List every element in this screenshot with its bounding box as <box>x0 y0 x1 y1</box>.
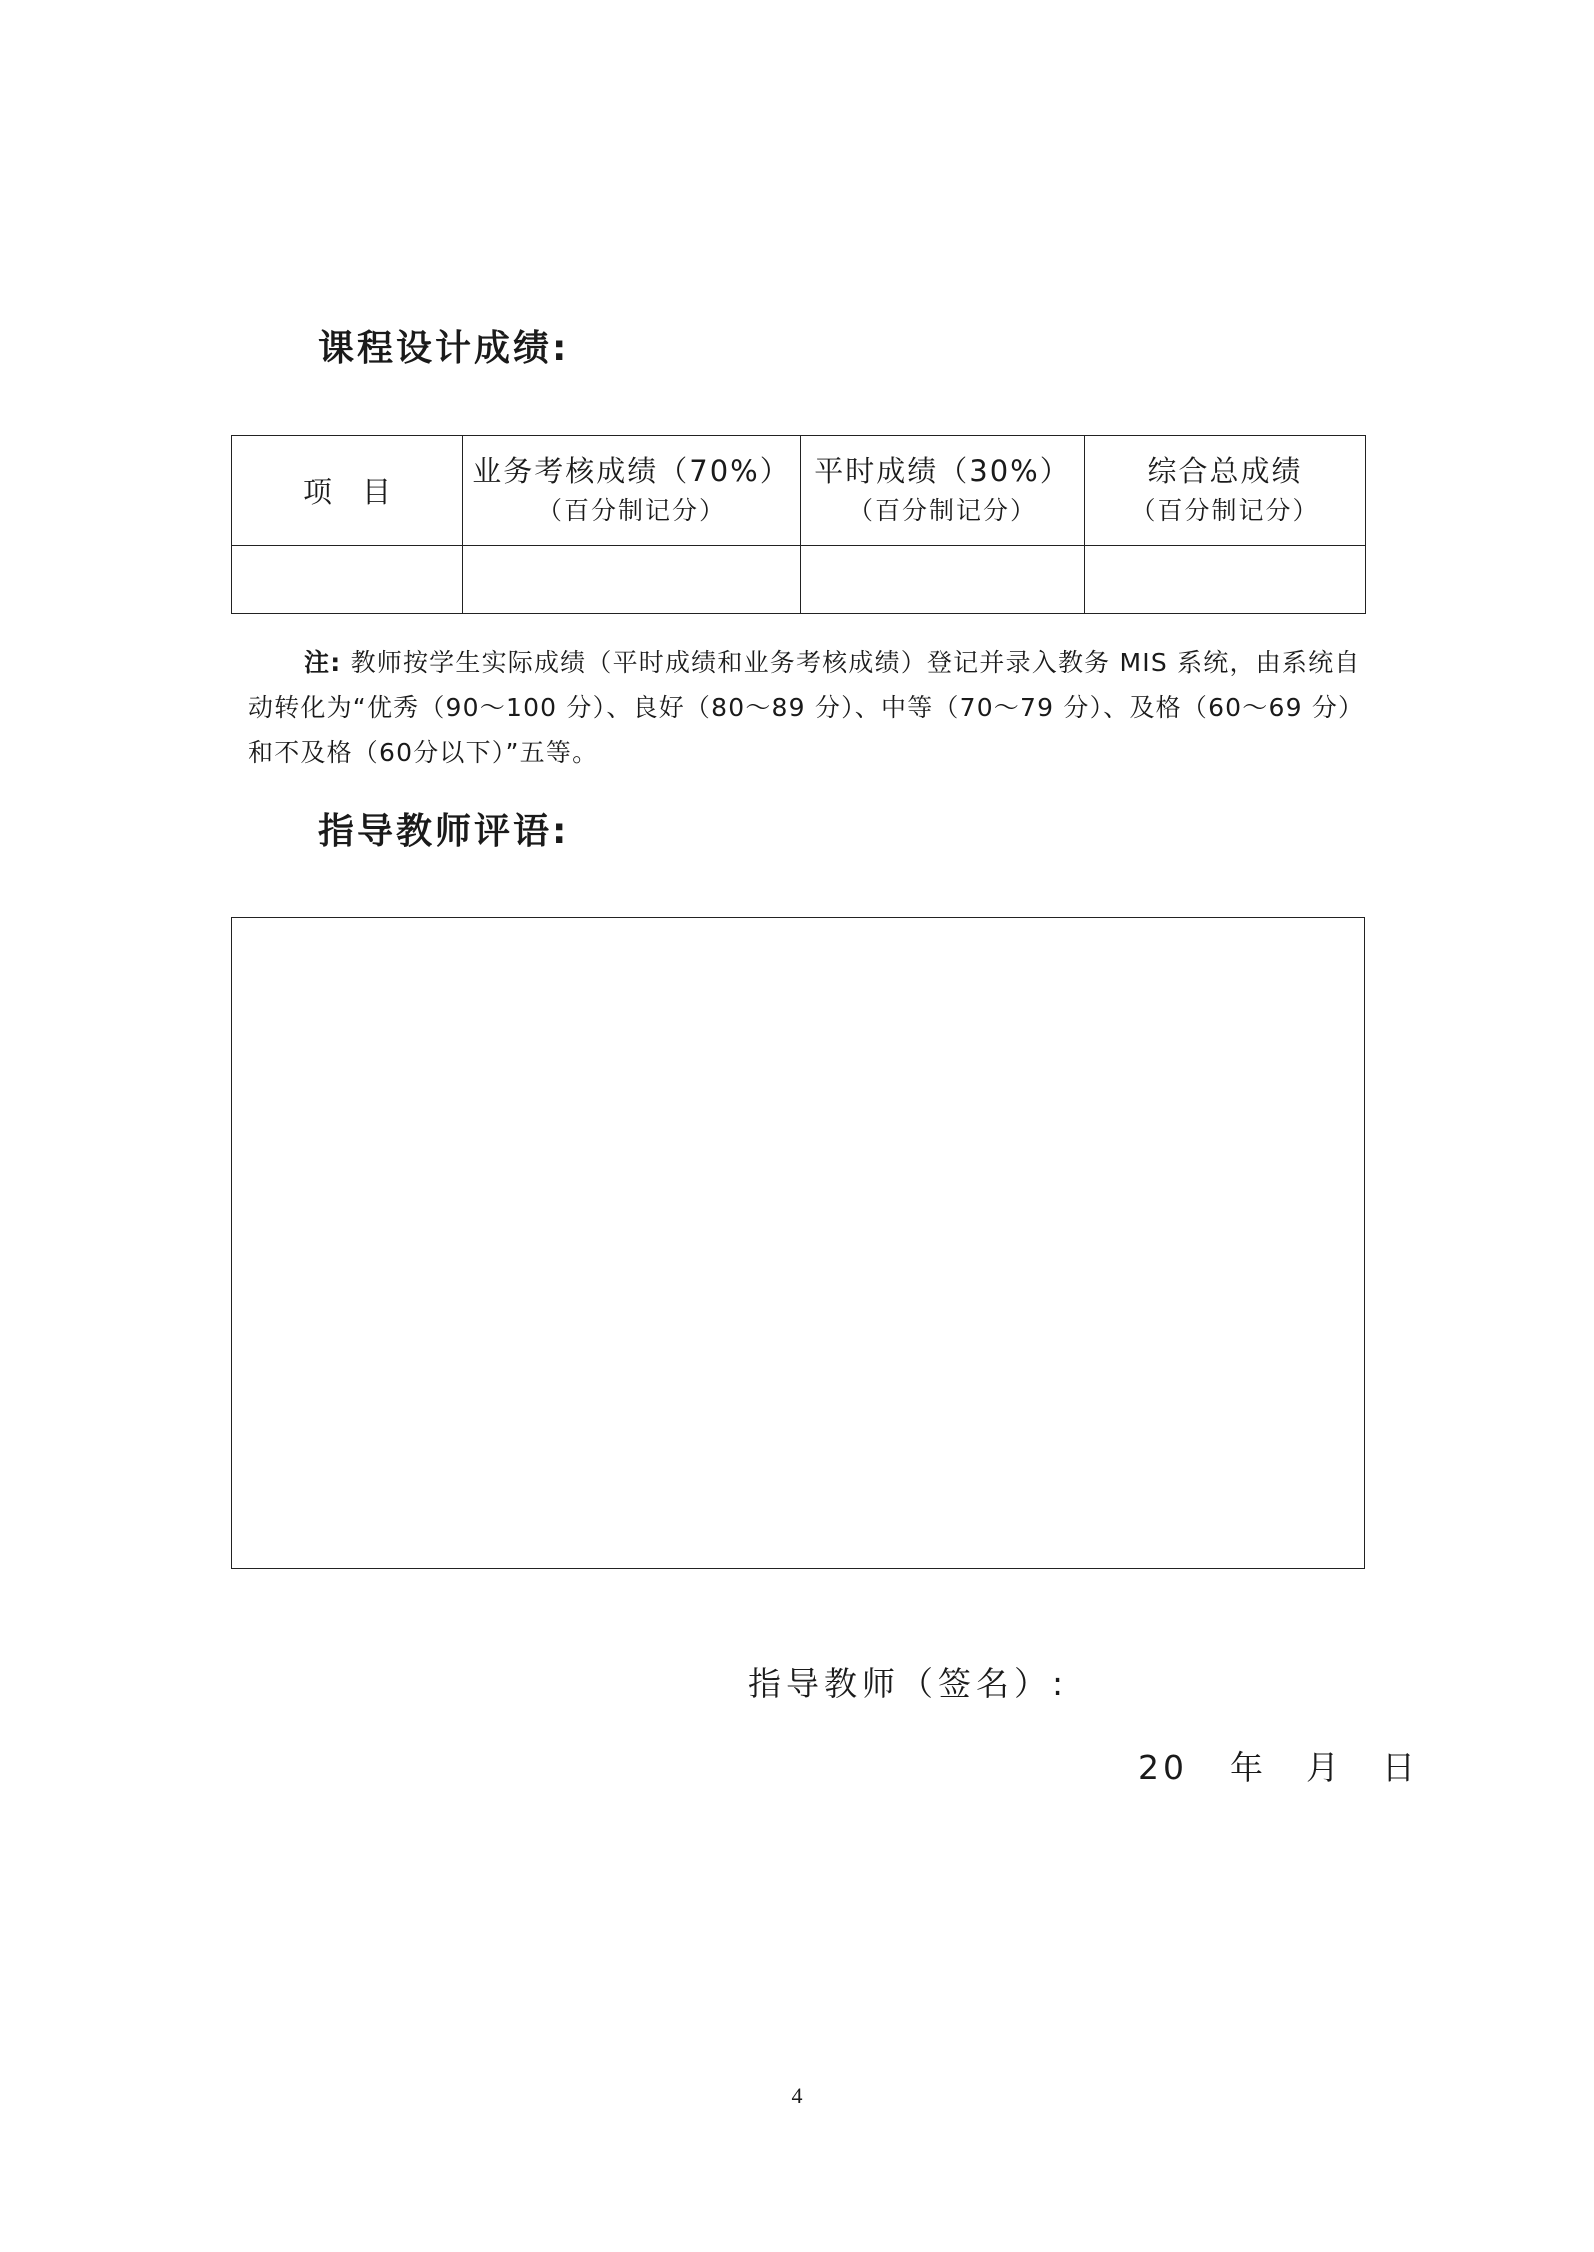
grade-table-label-header <box>232 436 463 546</box>
business-score-header: 业务考核成绩（70%） <box>472 453 791 488</box>
total-score-subheader: （百分制记分） <box>1130 495 1320 525</box>
note-line-2: 动转化为“优秀（90～100 分）、良好（80～89 分）、中等（70～79 分）、及格（60～69 分） <box>248 693 1365 722</box>
grade-table-data-row <box>232 546 1366 614</box>
total-score-cell[interactable] <box>1085 546 1366 614</box>
date-year-label: 年 <box>1230 1748 1263 1787</box>
total-score-header: 综合总成绩 <box>1147 453 1303 488</box>
grade-table <box>231 435 1366 614</box>
grade-table-header-total <box>1085 436 1366 546</box>
grade-table-header-row <box>232 436 1366 546</box>
note-label: 注: <box>304 648 342 677</box>
grade-table-header-business <box>463 436 801 546</box>
teacher-signature-label: 指导教师（签名）: <box>748 1664 1069 1703</box>
date-year-prefix: 20 <box>1138 1748 1188 1787</box>
business-score-subheader: （百分制记分） <box>536 495 726 525</box>
date-month-label: 月 <box>1306 1748 1339 1787</box>
note-line-1 <box>248 640 1423 685</box>
label-column-header: 项目 <box>302 475 421 509</box>
regular-score-header: 平时成绩（30%） <box>814 453 1071 488</box>
note-text-1: 教师按学生实际成绩（平时成绩和业务考核成绩）登记并录入教务 MIS 系统，由系统自 <box>350 648 1361 677</box>
regular-score-subheader: （百分制记分） <box>847 495 1037 525</box>
business-score-cell[interactable] <box>463 546 801 614</box>
grading-note <box>248 640 1423 775</box>
grade-table-label-cell <box>232 546 463 614</box>
grade-section-title: 课程设计成绩: <box>318 328 570 369</box>
date-day-label: 日 <box>1382 1748 1415 1787</box>
comment-section-title: 指导教师评语: <box>318 811 570 852</box>
regular-score-cell[interactable] <box>801 546 1085 614</box>
note-line-3: 和不及格（60分以下）”五等。 <box>248 738 599 767</box>
page-number: 4 <box>791 2083 803 2108</box>
grade-table-header-regular <box>801 436 1085 546</box>
signature-date <box>1138 1742 1415 1789</box>
teacher-comment-box[interactable] <box>231 917 1365 1569</box>
